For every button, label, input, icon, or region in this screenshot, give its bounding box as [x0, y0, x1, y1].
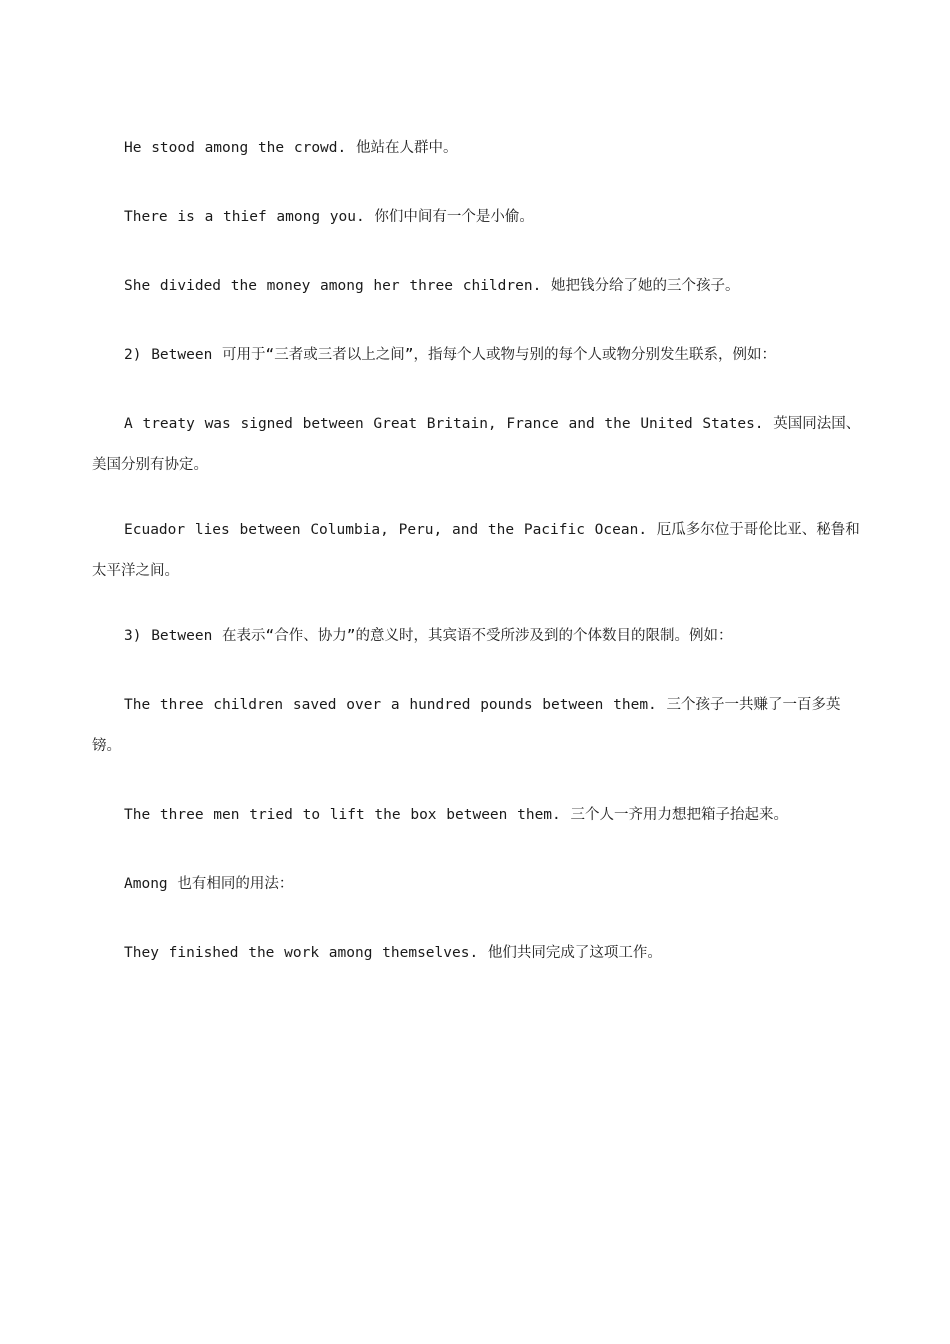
paragraph-10: Among 也有相同的用法： [124, 876, 294, 892]
paragraph-9: The three men tried to lift the box between them. 三个人一齐用力想把箱子抬起来。 [124, 807, 788, 823]
paragraph-6: Ecuador lies between Columbia, Peru, and the Pacific Ocean. 厄瓜多尔位于哥伦比亚、秘鲁和太平洋之间。 [92, 522, 860, 579]
paragraph-8: The three children saved over a hundred pounds between them. 三个孩子一共赚了一百多英镑。 [92, 697, 841, 754]
paragraph-4: 2) Between 可用于“三者或三者以上之间”，指每个人或物与别的每个人或物分别发生联系，例如： [124, 347, 776, 363]
paragraph-5: A treaty was signed between Great Britain, France and the United States. 英国同法国、美国分别有协定。 [92, 416, 861, 473]
paragraph-7: 3) Between 在表示“合作、协力”的意义时，其宾语不受所涉及到的个体数目的限制。例如： [124, 628, 733, 644]
document-page [92, 128, 862, 1002]
paragraph-11: They finished the work among themselves. 他们共同完成了这项工作。 [124, 945, 662, 961]
paragraph-2: There is a thief among you. 你们中间有一个是小偷。 [124, 209, 534, 225]
paragraph-3: She divided the money among her three children. 她把钱分给了她的三个孩子。 [124, 278, 740, 294]
paragraph-1: He stood among the crowd. 他站在人群中。 [124, 140, 458, 156]
